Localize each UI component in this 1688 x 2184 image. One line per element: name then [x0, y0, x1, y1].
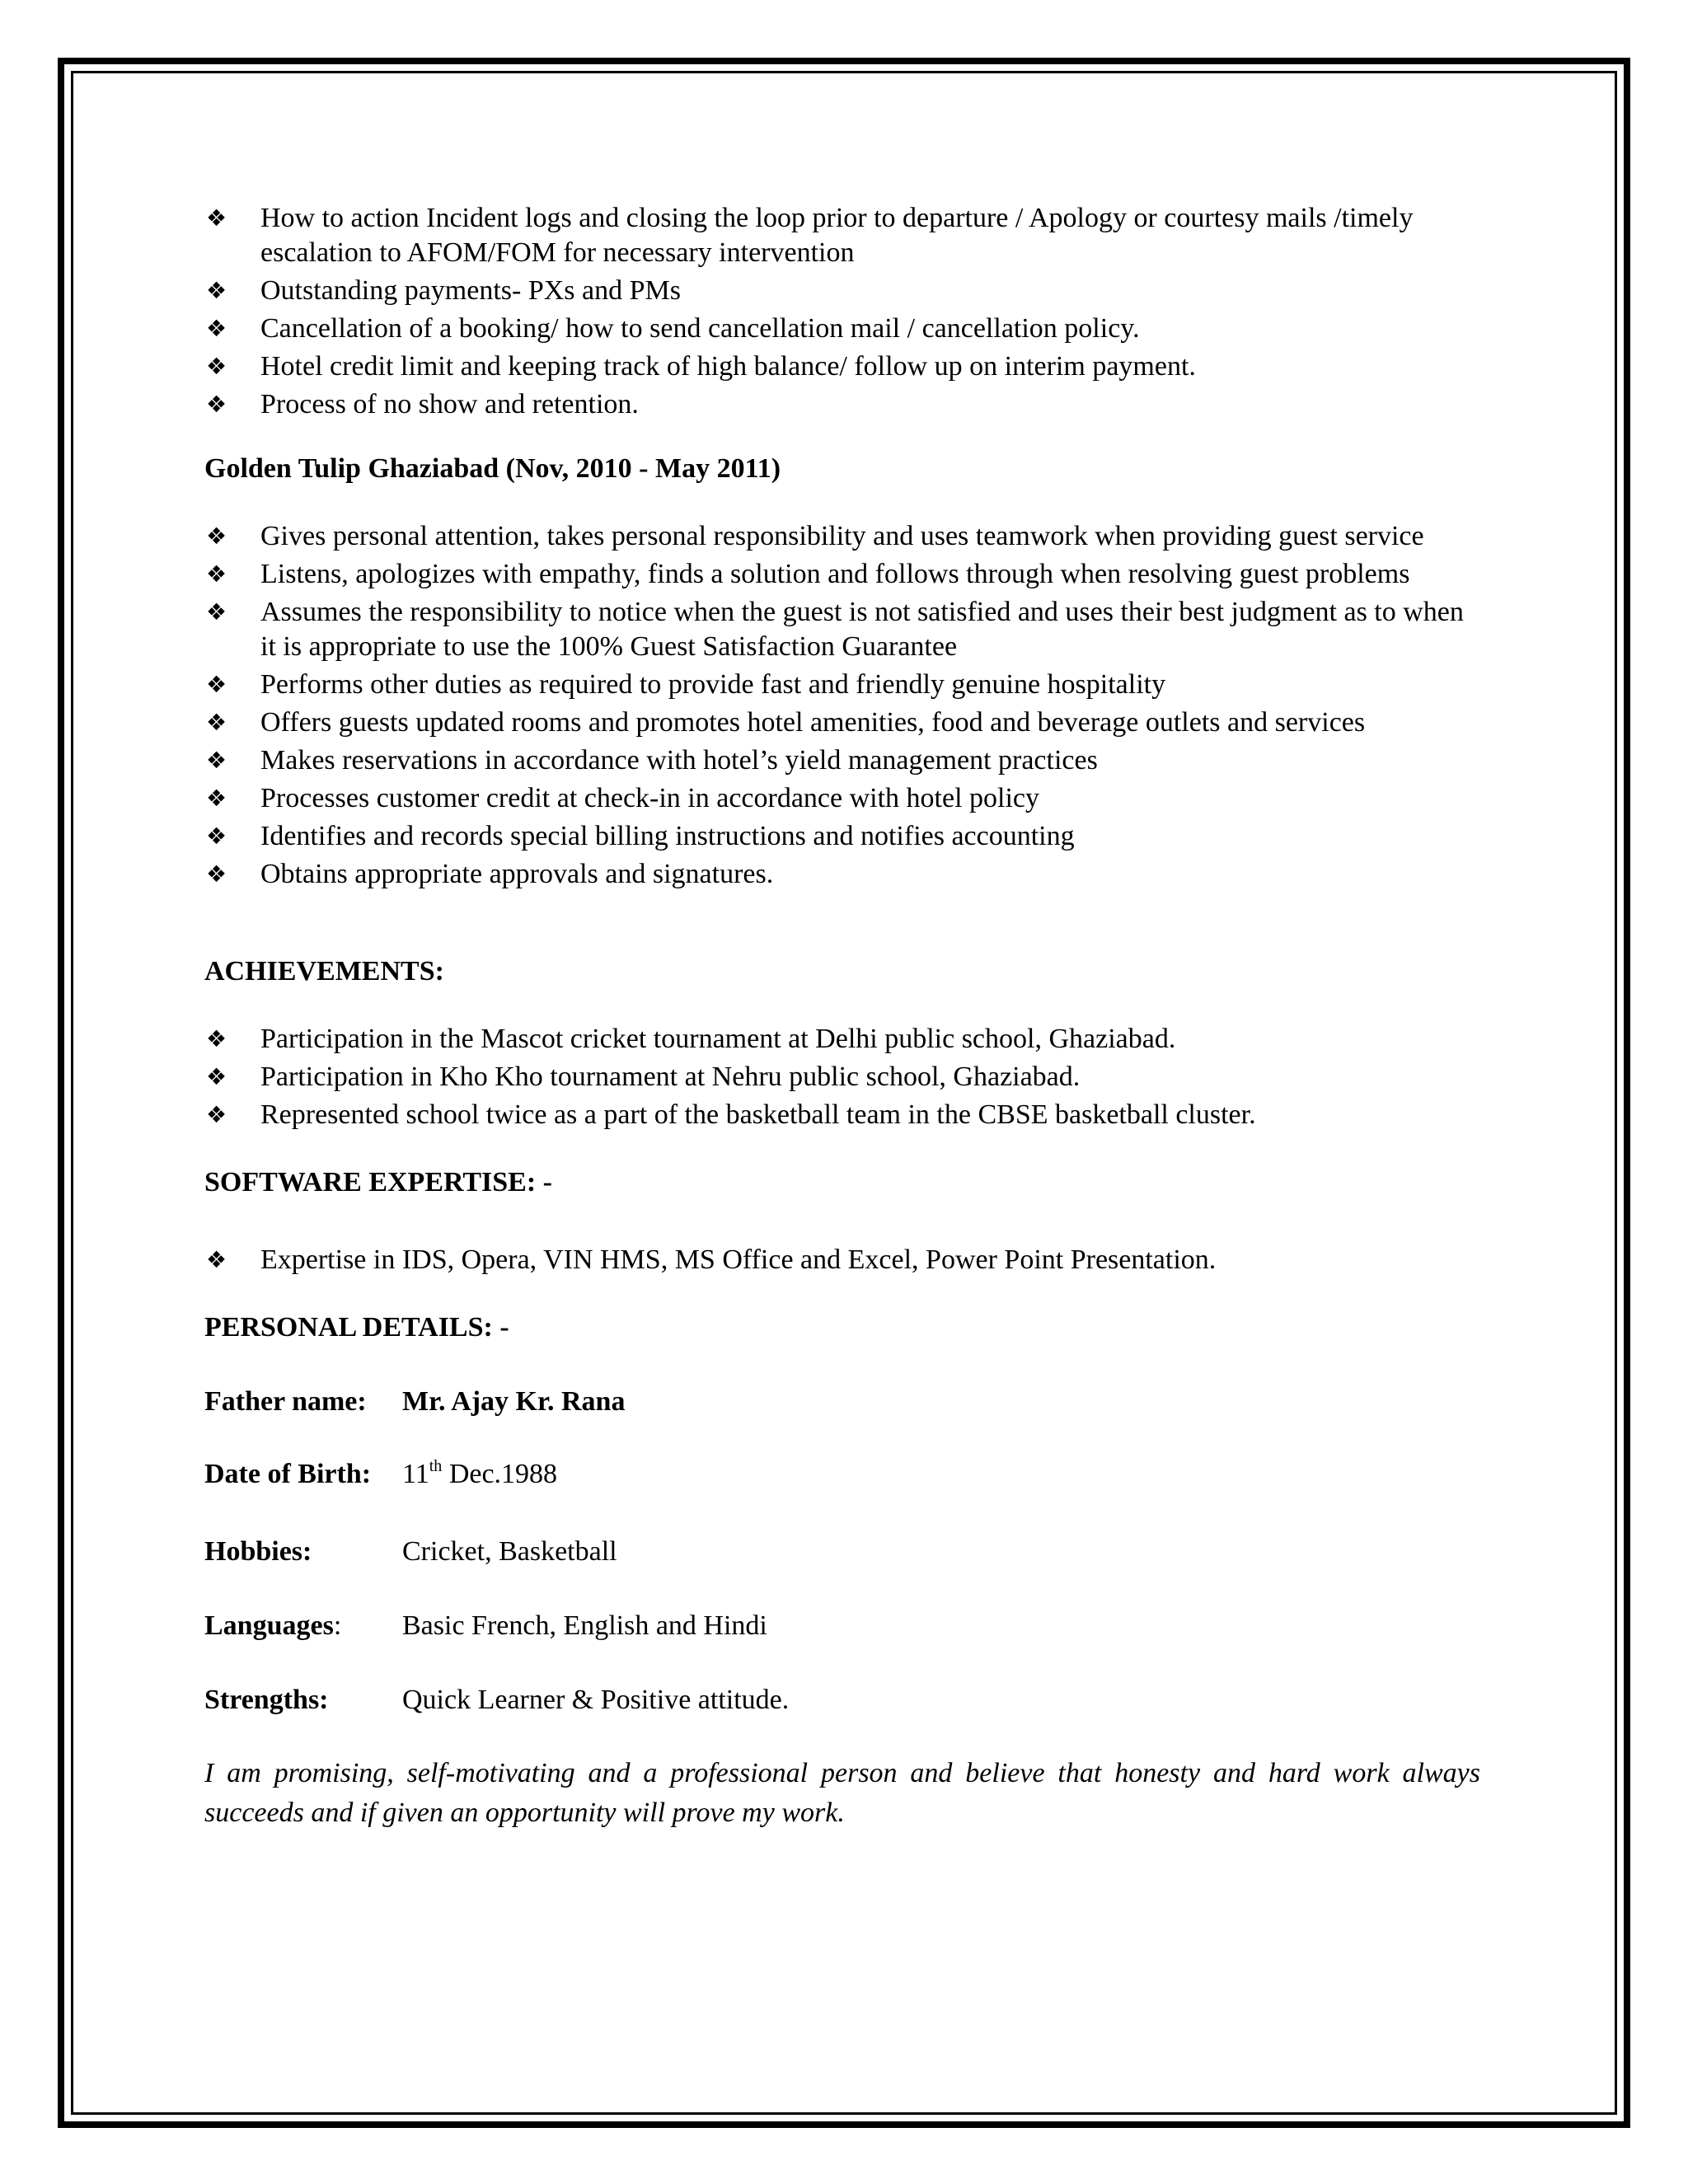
hobbies-row [204, 1535, 1480, 1569]
list-item: ❖ Listens, apologizes with empathy, finds a solution and follows through when resolving guest problems [204, 557, 1480, 592]
diamond-bullet-icon: ❖ [206, 709, 227, 736]
diamond-bullet-icon: ❖ [206, 204, 227, 232]
diamond-bullet-icon: ❖ [206, 315, 227, 342]
diamond-bullet-icon: ❖ [206, 1246, 227, 1273]
list-item: ❖ Participation in the Mascot cricket tournament at Delhi public school, Ghaziabad. [204, 1022, 1480, 1057]
languages-label: Languages: [204, 1610, 342, 1641]
list-item: ❖ Makes reservations in accordance with hotel’s yield management practices [204, 743, 1480, 778]
list-item: ❖ Cancellation of a booking/ how to send cancellation mail / cancellation policy. [204, 312, 1480, 346]
father-name-row [204, 1385, 1480, 1419]
list-item: ❖ Expertise in IDS, Opera, VIN HMS, MS Office and Excel, Power Point Presentation. [204, 1243, 1480, 1277]
resume-content [204, 201, 1480, 1833]
list-item: ❖ Hotel credit limit and keeping track of high balance/ follow up on interim payment. [204, 349, 1480, 384]
diamond-bullet-icon: ❖ [206, 353, 227, 380]
diamond-bullet-icon: ❖ [206, 277, 227, 304]
list-item: ❖ How to action Incident logs and closing the loop prior to departure / Apology or courtesy mails /timely escalation to AFOM/FOM for necessary intervention [206, 203, 1414, 268]
list-item: ❖ Offers guests updated rooms and promotes hotel amenities, food and beverage outlets and services [204, 705, 1480, 740]
achievements-heading: ACHIEVEMENTS: [204, 956, 444, 987]
date-of-birth-row [204, 1457, 1480, 1492]
diamond-bullet-icon: ❖ [206, 1063, 227, 1090]
strengths-row [204, 1683, 1480, 1718]
father-name-value: Mr. Ajay Kr. Rana [402, 1386, 626, 1417]
diamond-bullet-icon: ❖ [206, 823, 227, 850]
achievements-bullet-list [204, 1022, 1480, 1132]
date-of-birth-label: Date of Birth: [204, 1459, 372, 1489]
list-item: ❖ Gives personal attention, takes personal responsibility and uses teamwork when providing guest service [204, 519, 1480, 554]
software-expertise-heading: SOFTWARE EXPERTISE: - [204, 1167, 552, 1197]
list-item: ❖ Performs other duties as required to provide fast and friendly genuine hospitality [204, 668, 1480, 702]
list-item: ❖ Outstanding payments- PXs and PMs [204, 274, 1480, 308]
personal-details-heading: PERSONAL DETAILS: - [204, 1312, 509, 1343]
hobbies-label: Hobbies: [204, 1536, 312, 1567]
personal-statement: I am promising, self-motivating and a professional person and believe that honesty and hard work always succeeds and if given an opportunity will prove my work. [204, 1758, 1480, 1828]
father-name-label: Father name: [204, 1386, 367, 1417]
diamond-bullet-icon: ❖ [206, 671, 227, 698]
golden-tulip-bullet-list [204, 519, 1480, 892]
golden-tulip-heading: Golden Tulip Ghaziabad (Nov, 2010 - May 2011) [204, 453, 781, 484]
list-item: ❖ Processes customer credit at check-in in accordance with hotel policy [204, 781, 1480, 816]
diamond-bullet-icon: ❖ [206, 860, 227, 888]
languages-row [204, 1609, 1480, 1643]
experience-bullet-list [204, 201, 1480, 422]
list-item: ❖ Process of no show and retention. [204, 387, 1480, 422]
list-item: ❖ Assumes the responsibility to notice when the guest is not satisfied and uses their best judgment as to when it is appropriate to use the 100% Guest Satisfaction Guarantee [206, 597, 1464, 662]
diamond-bullet-icon: ❖ [206, 1025, 227, 1052]
diamond-bullet-icon: ❖ [206, 560, 227, 588]
diamond-bullet-icon: ❖ [206, 523, 227, 550]
strengths-value: Quick Learner & Positive attitude. [402, 1685, 790, 1715]
diamond-bullet-icon: ❖ [206, 785, 227, 812]
languages-value: Basic French, English and Hindi [402, 1610, 767, 1641]
list-item: ❖ Obtains appropriate approvals and signatures. [204, 857, 1480, 892]
date-of-birth-value: 11th Dec.1988 [402, 1457, 558, 1489]
list-item: ❖ Identifies and records special billing instructions and notifies accounting [204, 819, 1480, 854]
list-item: ❖ Participation in Kho Kho tournament at Nehru public school, Ghaziabad. [204, 1060, 1480, 1094]
list-item: ❖ Represented school twice as a part of the basketball team in the CBSE basketball cluster. [204, 1098, 1480, 1132]
strengths-label: Strengths: [204, 1685, 329, 1715]
diamond-bullet-icon: ❖ [206, 1101, 227, 1128]
diamond-bullet-icon: ❖ [206, 747, 227, 774]
hobbies-value: Cricket, Basketball [402, 1536, 617, 1567]
diamond-bullet-icon: ❖ [206, 391, 227, 418]
software-bullet-list [204, 1243, 1480, 1277]
diamond-bullet-icon: ❖ [206, 598, 227, 626]
